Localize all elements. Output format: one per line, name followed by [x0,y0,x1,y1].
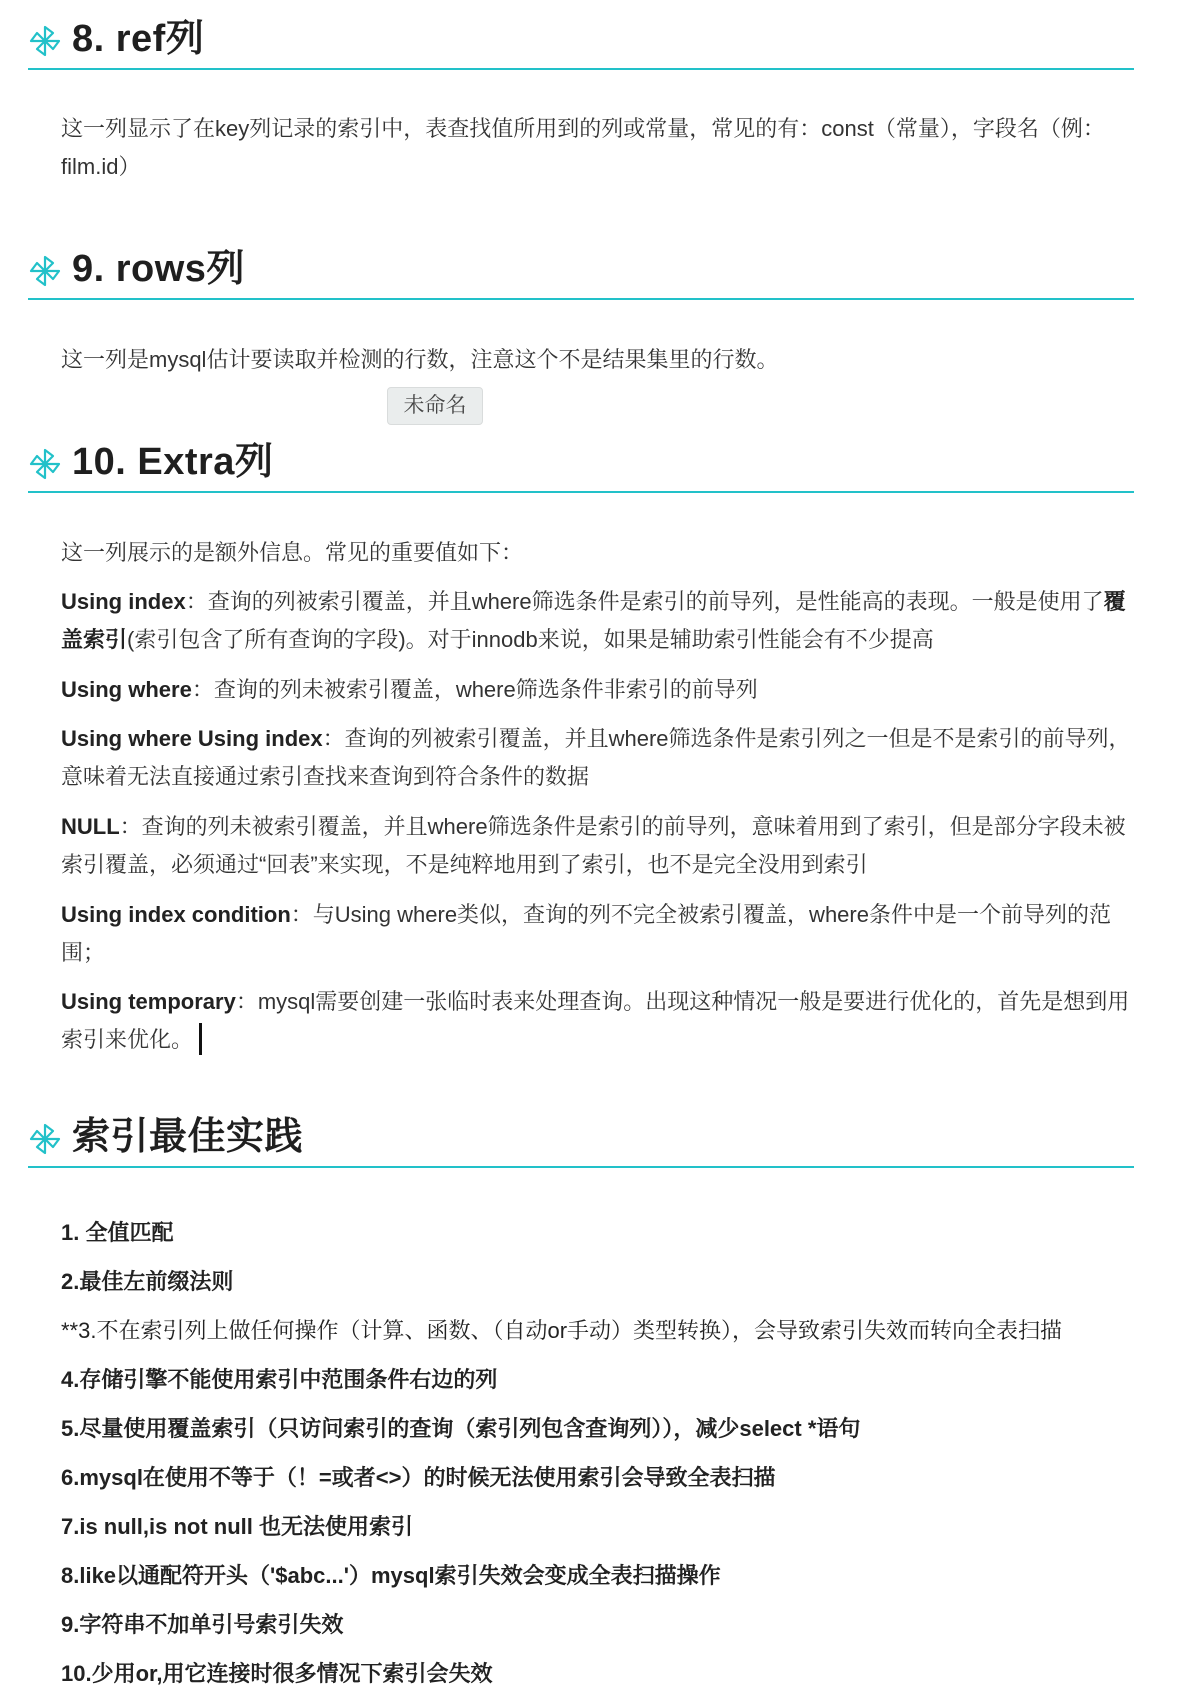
extra-term: Using where Using index [61,726,323,751]
heading-index-best-practices [28,1108,1134,1168]
extra-term: Using where [61,677,192,702]
best-practice-item: 7.is null,is not null 也无法使用索引 [61,1514,414,1539]
extra-term: Using index condition [61,902,291,927]
text-cursor [199,1023,202,1055]
extra-intro: 这一列展示的是额外信息。常见的重要值如下： [61,540,524,565]
heading-title: 索引最佳实践 [72,1116,304,1158]
best-practice-item: 10.少用or,用它连接时很多情况下索引会失效 [61,1661,493,1686]
extra-text: ：查询的列未被索引覆盖，并且where筛选条件是索引的前导列，意味着用到了索引，但是部分字段未被索引覆盖，必须通过“回表”来实现，不是纯粹地用到了索引，也不是完全没用到索引 [61,814,1126,877]
heading-rows-column [28,240,1134,300]
heading-title: 9. rows列 [72,248,245,290]
extra-text: ：mysql需要创建一张临时表来处理查询。出现这种情况一般是要进行优化的，首先是想到用索引来优化。 [61,989,1130,1052]
extra-term: 覆盖索引 [61,589,1126,652]
heading-ref-column [28,10,1134,70]
best-practice-item: 6.mysql在使用不等于（！=或者<>）的时候无法使用索引会导致全表扫描 [61,1465,776,1490]
best-practice-item: 4.存储引擎不能使用索引中范围条件右边的列 [61,1367,498,1392]
best-practice-item: 8.like以通配符开头（'$abc...'）mysql索引失效会变成全表扫描操作 [61,1563,721,1588]
best-practice-item: 2.最佳左前缀法则 [61,1269,234,1294]
extra-item-null [61,808,1136,884]
best-practice-item: **3.不在索引列上做任何操作（计算、函数、（自动or手动）类型转换），会导致索引失效而转向全表扫描 [61,1318,1063,1343]
extra-item-using-where [61,671,1136,709]
pinwheel-icon [28,254,62,288]
extra-text: ：查询的列被索引覆盖，并且where筛选条件是索引列之一但是不是索引的前导列，意味着无法直接通过索引查找来查询到符合条件的数据 [61,726,1131,789]
pinwheel-icon [28,447,62,481]
ref-description: 这一列显示了在key列记录的索引中，表查找值所用到的列或常量，常见的有：const（常量），字段名（例：film.id） [61,116,1105,179]
extra-item-using-index [61,583,1136,659]
extra-term: NULL [61,814,120,839]
extra-item-using-temporary [61,983,1136,1059]
best-practice-item: 9.字符串不加单引号索引失效 [61,1612,344,1637]
best-practice-item: 5.尽量使用覆盖索引（只访问索引的查询（索引列包含查询列）），减少select *语句 [61,1416,861,1441]
extra-term: Using index [61,589,186,614]
heading-title: 8. ref列 [72,18,205,60]
extra-text: (索引包含了所有查询的字段)。对于innodb来说，如果是辅助索引性能会有不少提高 [127,627,934,652]
extra-text: ：与Using where类似，查询的列不完全被索引覆盖，where条件中是一个前导列的范围； [61,902,1111,965]
extra-item-using-where-using-index [61,720,1136,796]
extra-text: ：查询的列被索引覆盖，并且where筛选条件是索引的前导列，是性能高的表现。一般是使用了 [185,589,1104,614]
rows-description: 这一列是mysql估计要读取并检测的行数，注意这个不是结果集里的行数。 [61,347,779,372]
extra-text: ：查询的列未被索引覆盖，where筛选条件非索引的前导列 [191,677,758,702]
extra-item-using-index-condition [61,896,1136,972]
pinwheel-icon [28,1122,62,1156]
untitled-tag[interactable]: 未命名 [387,387,483,425]
heading-title: 10. Extra列 [72,441,274,483]
best-practice-item: 1. 全值匹配 [61,1220,174,1245]
heading-extra-column [28,433,1134,493]
extra-term: Using temporary [61,989,236,1014]
pinwheel-icon [28,24,62,58]
